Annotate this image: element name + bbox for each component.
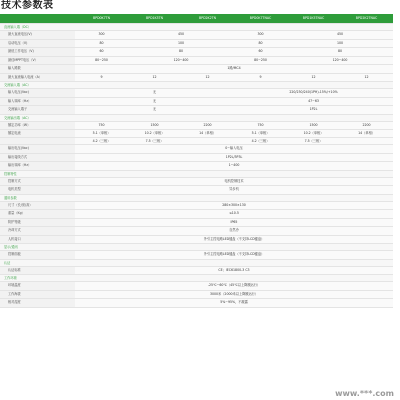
section-row [0,244,393,251]
row-label: 输入频率（Hz） [0,97,75,106]
section-row [0,82,393,89]
section-title: 交流输入端（AC） [0,82,393,89]
table-row [0,106,393,115]
table-cell: 47~63 [234,97,393,106]
table-row [0,73,393,82]
table-cell: 100 [128,39,234,48]
table-row [0,130,393,138]
row-label: 交流输入端子 [0,106,75,115]
row-label: 重量（Kg） [0,210,75,219]
row-label [0,137,75,145]
table-cell: 1P2L/3P3L [75,153,393,162]
row-label: 最佳MPPT电压（V） [0,56,75,65]
table-cell: 5.1（单相） [75,130,128,138]
section-title: 认证 [0,259,393,266]
table-row [0,186,393,195]
table-cell: 10.2（单相） [128,130,181,138]
page-title: 技术参数表 [1,0,54,11]
row-label: 工作海拔 [0,290,75,299]
model-header: BPD0K7TNAC [234,14,287,24]
watermark: www.***.com [335,389,394,398]
table-row [0,121,393,130]
table-row [0,251,393,260]
table-row [0,97,393,106]
table-row [0,145,393,154]
table-row [0,227,393,236]
row-label: 输出频率（Hz） [0,162,75,171]
table-cell: 12 [181,73,234,82]
table-cell: 12 [128,73,181,82]
table-cell: 9 [234,73,287,82]
table-cell: 无 [75,97,234,106]
table-cell: 300 [75,31,128,40]
table-cell: 220/230/240(1PH)-15%/+10% [234,89,393,98]
table-cell: 80~250 [75,56,128,65]
row-label: 额定功率（W） [0,121,75,130]
table-cell: 1500 [128,121,181,130]
table-cell: 100 [287,39,393,48]
table-row [0,39,393,48]
table-header-row [0,14,393,24]
table-row [0,218,393,227]
table-cell: 10.2（单相） [287,130,340,138]
table-cell: 450 [287,31,393,40]
table-cell: 80 [234,39,287,48]
table-cell: 1路/MC4 [75,65,393,74]
row-label: 最低工作电压（V) [0,48,75,57]
row-label: 控制面板 [0,251,75,260]
section-title: 工作环境 [0,275,393,282]
row-label: 环境温度 [0,282,75,291]
row-label: 额定电流 [0,130,75,138]
table-cell: 无 [75,89,234,98]
table-cell: 5.1（单相） [234,130,287,138]
model-header: BPD1K5TNAC [287,14,340,24]
table-cell: 60 [234,48,287,57]
table-cell: 1500 [287,121,340,130]
table-cell: 80~250 [234,56,287,65]
table-cell: 2200 [340,121,393,130]
row-label: 最大直流电压(V) [0,31,75,40]
row-label: 相对湿度 [0,299,75,308]
table-cell: 120~400 [128,56,234,65]
table-row [0,56,393,65]
table-cell: 4.2（三相） [234,137,287,145]
table-cell: -25℃~60℃（45℃以上降额运行） [75,282,393,291]
section-row [0,194,393,201]
model-header: BPD0K7TN [75,14,128,24]
row-label: 输入路数 [0,65,75,74]
table-cell: 异步机 [75,186,393,195]
table-cell: 60 [75,48,128,57]
table-cell: 14（单相） [181,130,234,138]
table-cell: 5%~95%，不凝露 [75,299,393,308]
section-title: 直流输入端（DC） [0,24,393,31]
table-cell: 120~400 [287,56,393,65]
model-header: BPD2K2TN [181,14,234,24]
table-cell: 80 [287,48,393,57]
table-cell: 1P2L [234,106,393,115]
section-row [0,259,393,266]
table-cell: CE；IEC61800-3 C3 [75,266,393,275]
row-label: 人机接口 [0,235,75,244]
table-cell: 750 [75,121,128,130]
section-title: 显示/通讯 [0,244,393,251]
table-row [0,282,393,291]
section-row [0,275,393,282]
table-cell: 0~输入电压 [75,145,393,154]
table-cell: 280×300×130 [75,201,393,210]
row-label: 输入电压(Vac) [0,89,75,98]
row-label: 控制方式 [0,177,75,186]
row-label: 冷却方式 [0,227,75,236]
row-label: 尺寸（长/宽/高） [0,201,75,210]
row-label: 输出接线方式 [0,153,75,162]
table-row [0,48,393,57]
table-cell: 外引主控电路LED键盘（不支持LCD键盘） [75,251,393,260]
table-cell: 80 [75,39,128,48]
row-label: 启动电压（V) [0,39,75,48]
spec-table [0,14,393,308]
table-cell: 7.5（三相） [128,137,181,145]
table-cell: 12 [287,73,340,82]
section-row [0,114,393,121]
table-cell: 无 [75,106,234,115]
section-row [0,24,393,31]
table-cell: 14（单相） [340,130,393,138]
table-cell: 4.2（三相） [75,137,128,145]
section-title: 通用参数 [0,194,393,201]
table-cell: ≤10.5 [75,210,393,219]
table-row [0,137,393,145]
table-row [0,299,393,308]
table-cell: 7.5（三相） [287,137,340,145]
section-title: 控制特性 [0,170,393,177]
table-cell: 电机控制技术 [75,177,393,186]
table-cell: 80 [128,48,234,57]
model-header: BPD2K2TNAC [340,14,393,24]
table-cell: IP65 [75,218,393,227]
section-title: 交流输出端（AC） [0,114,393,121]
model-header: BPD1K5TN [128,14,181,24]
row-label: 输出电压(Vac) [0,145,75,154]
table-cell: 1~400 [75,162,393,171]
row-label: 电机类型 [0,186,75,195]
row-label: 防护等级 [0,218,75,227]
table-row [0,65,393,74]
table-row [0,290,393,299]
section-row [0,170,393,177]
table-row [0,210,393,219]
table-cell: 300 [234,31,287,40]
table-cell [181,137,234,145]
row-label: 最大直流输入电流（A） [0,73,75,82]
table-row [0,201,393,210]
table-row [0,153,393,162]
table-row [0,235,393,244]
row-label: 认证标准 [0,266,75,275]
table-cell [340,137,393,145]
table-cell: 2200 [181,121,234,130]
header-blank [0,14,75,24]
table-row [0,89,393,98]
table-cell: 外引主控电路LED键盘（不支持LCD键盘） [75,235,393,244]
table-cell: 3000米（2000米以上降额运行） [75,290,393,299]
table-cell: 450 [128,31,234,40]
table-row [0,177,393,186]
table-row [0,162,393,171]
table-cell: 750 [234,121,287,130]
table-cell: 自然冷 [75,227,393,236]
table-row [0,31,393,40]
table-cell: 12 [340,73,393,82]
table-cell: 9 [75,73,128,82]
table-row [0,266,393,275]
